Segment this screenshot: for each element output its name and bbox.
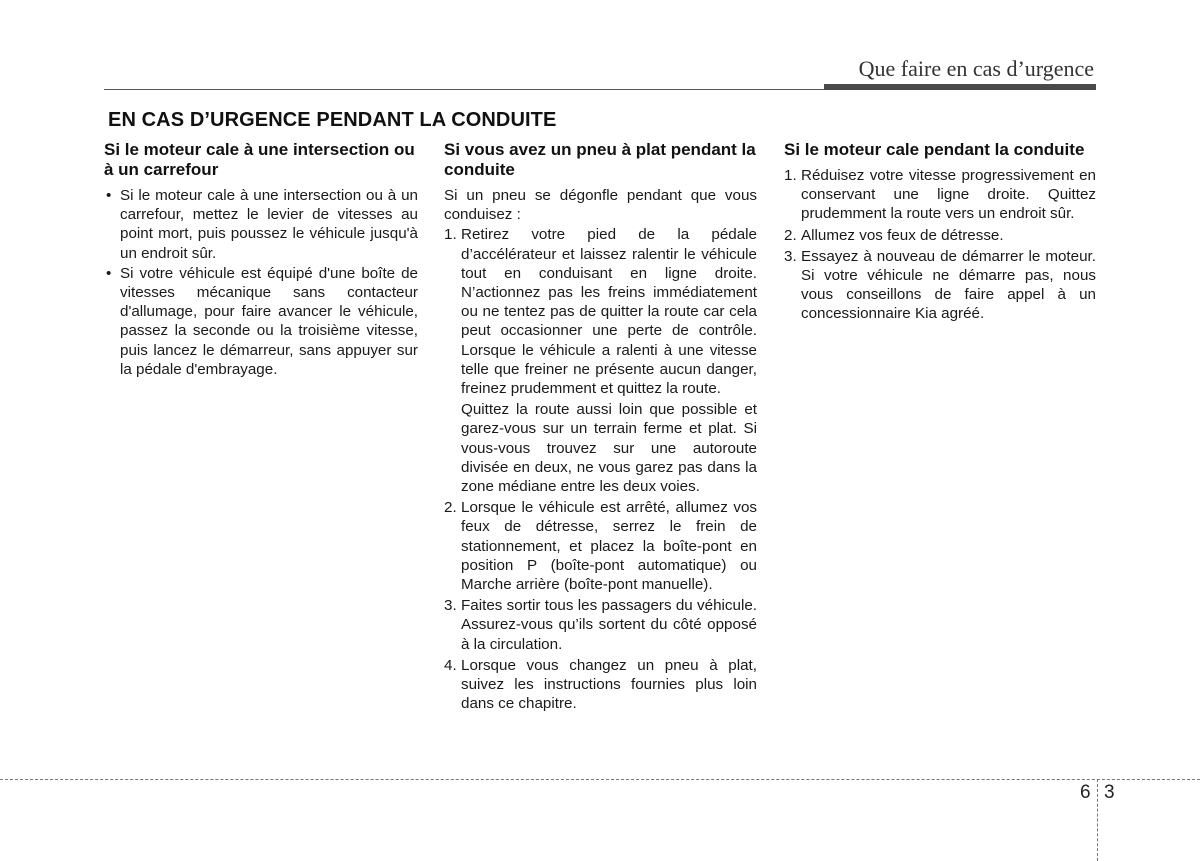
column-flat-tire <box>444 140 757 715</box>
intro-paragraph: Si un pneu se dégonfle pendant que vous conduisez : <box>444 187 757 224</box>
list-item <box>104 264 418 379</box>
list-item-text: Retirez votre pied de la pédale d’accélérateur et laissez ralentir le véhicule tout en conduisant en ligne droite. N’actionnez pas les freins immédiatement ou ne tentez pas de quitter la route car cela peut occasionner une perte de contrôle. Lorsque le véhicule a ralenti à une vitesse telle que freiner ne présente aucun danger, freinez prudemment et quittez la route. <box>461 226 757 398</box>
numbered-list <box>444 225 757 713</box>
footer-dashed-divider <box>1097 779 1098 861</box>
list-item-subparagraph: Quittez la route aussi loin que possible et garez-vous sur un terrain ferme et plat. Si vous-vous trouvez sur une autoroute divisée en deux, ne vous garez pas dans la zone médiane entre les deux voies. <box>461 401 757 496</box>
list-item-text: Lorsque vous changez un pneu à plat, suivez les instructions fournies plus loin dans ce chapitre. <box>461 656 757 713</box>
list-item <box>444 225 757 496</box>
list-item-text: Réduisez votre vitesse progressivement en conservant une ligne droite. Quittez prudemment la route vers un endroit sûr. <box>801 167 1096 223</box>
bullet-list <box>104 186 418 379</box>
numbered-list <box>784 166 1096 324</box>
heading-flat-tire: Si vous avez un pneu à plat pendant la conduite <box>444 140 756 179</box>
step-number: 4. <box>444 656 457 674</box>
step-number: 2. <box>444 499 457 517</box>
bullet-glyph: • <box>106 264 112 282</box>
list-item-text: Essayez à nouveau de démarrer le moteur. Si votre véhicule ne démarre pas, nous vous conseillons de faire appel à un concessionnaire Kia agréé. <box>801 247 1096 323</box>
header-rule-thin <box>104 89 824 90</box>
list-item <box>104 186 418 263</box>
list-item-text: Faites sortir tous les passagers du véhicule. Assurez-vous qu’ils sortent du côté opposé à la circulation. <box>461 597 757 653</box>
footer-dashed-rule <box>0 779 1200 780</box>
list-item-text: Lorsque le véhicule est arrêté, allumez vos feux de détresse, serrez le frein de stationnement, et placez la boîte-pont en position P (boîte-pont automatique) ou Marche arrière (boîte-pont manuelle). <box>461 499 757 594</box>
step-number: 3. <box>444 597 457 615</box>
bullet-glyph: • <box>106 187 112 204</box>
header-rule-thick <box>824 84 1096 90</box>
step-number: 2. <box>784 226 797 244</box>
heading-engine-stall: Si le moteur cale pendant la conduite <box>784 140 1085 159</box>
step-number: 1. <box>784 167 797 184</box>
list-item <box>784 226 1096 245</box>
page-header-title: Que faire en cas d’urgence <box>858 56 1094 81</box>
heading-intersection: Si le moteur cale à une intersection ou à un carrefour <box>104 140 415 179</box>
column-intersection <box>104 140 418 380</box>
page-number: 3 <box>1104 782 1115 803</box>
list-item <box>444 596 757 654</box>
column-engine-stall <box>784 140 1096 326</box>
list-item <box>784 247 1096 324</box>
list-item-text: Si le moteur cale à une intersection ou à un carrefour, mettez le levier de vitesses au point mort, puis poussez le véhicule jusqu'à un endroit sûr. <box>120 187 418 262</box>
step-number: 3. <box>784 247 797 265</box>
chapter-number: 6 <box>1080 782 1091 803</box>
list-item <box>444 656 757 714</box>
list-item <box>444 498 757 594</box>
list-item-text: Si votre véhicule est équipé d'une boîte de vitesses mécanique sans contacteur d'allumage, pour faire avancer le véhicule, passez la seconde ou la troisième vitesse, puis lancez le démarreur, sans appuyer sur la pédale d'embrayage. <box>120 264 418 378</box>
section-title: EN CAS D’URGENCE PENDANT LA CONDUITE <box>108 109 557 131</box>
list-item-text: Allumez vos feux de détresse. <box>801 226 1004 244</box>
step-number: 1. <box>444 226 457 244</box>
list-item <box>784 166 1096 224</box>
